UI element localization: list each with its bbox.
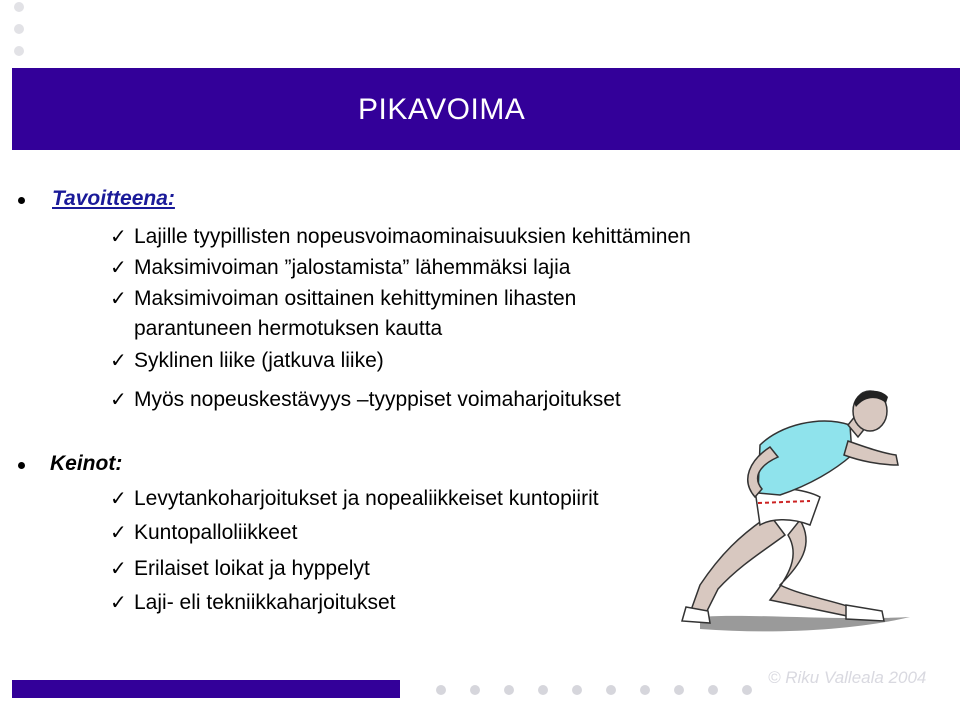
list-item-text: Erilaiset loikat ja hyppelyt (134, 557, 370, 580)
decor-dot (640, 685, 650, 695)
checkmark-icon: ✓ (110, 350, 127, 372)
list-item (110, 588, 395, 618)
list-item-text: Myös nopeuskestävyys –tyyppiset voimaharjoitukset (134, 388, 621, 411)
list-item (110, 484, 599, 514)
list-item-text: Laji- eli tekniikkaharjoitukset (134, 591, 396, 614)
list-item (110, 385, 621, 415)
decor-dot (538, 685, 548, 695)
slide-title: PIKAVOIMA (358, 93, 526, 126)
checkmark-icon: ✓ (110, 522, 127, 544)
decor-dot (606, 685, 616, 695)
list-item (110, 284, 576, 344)
list-item-text: Lajille tyypillisten nopeusvoimaominaisuuksien kehittäminen (134, 225, 691, 248)
list-item (110, 518, 297, 548)
checkmark-icon: ✓ (110, 389, 127, 411)
decor-dot (674, 685, 684, 695)
back-leg (690, 515, 785, 617)
decor-dot (14, 46, 24, 56)
list-item-text: Kuntopalloliikkeet (134, 521, 298, 544)
section-bullet (18, 197, 25, 204)
front-arm (844, 441, 898, 465)
section-heading-goals: Tavoitteena: (52, 187, 175, 210)
decor-dot (742, 685, 752, 695)
list-item-text (134, 284, 576, 344)
checkmark-icon: ✓ (110, 488, 127, 510)
checkmark-icon: ✓ (110, 226, 127, 248)
sprinter-illustration (660, 385, 920, 655)
section-heading-means: Keinot: (50, 452, 123, 475)
decor-dot (708, 685, 718, 695)
decor-dot (14, 2, 24, 12)
checkmark-icon: ✓ (110, 558, 127, 580)
front-shoe (846, 605, 884, 621)
decor-dot (14, 24, 24, 34)
footer-band (12, 680, 400, 698)
decor-dot (470, 685, 480, 695)
list-item-line: Maksimivoiman osittainen kehittyminen lihasten (134, 287, 577, 310)
section-bullet (18, 462, 25, 469)
list-item (110, 222, 691, 252)
list-item-text: Syklinen liike (jatkuva liike) (134, 349, 384, 372)
list-item-text: Levytankoharjoitukset ja nopealiikkeiset kuntopiirit (134, 487, 599, 510)
decor-dot (504, 685, 514, 695)
copyright-text: © Riku Valleala 2004 (768, 668, 927, 687)
list-item (110, 346, 384, 376)
decor-dot (572, 685, 582, 695)
list-item-text: Maksimivoiman ”jalostamista” lähemmäksi lajia (134, 256, 571, 279)
decor-dot (436, 685, 446, 695)
checkmark-icon: ✓ (110, 257, 127, 279)
checkmark-icon: ✓ (110, 288, 127, 310)
list-item (110, 554, 370, 584)
list-item (110, 253, 570, 283)
list-item-line: parantuneen hermotuksen kautta (134, 317, 443, 340)
checkmark-icon: ✓ (110, 592, 127, 614)
